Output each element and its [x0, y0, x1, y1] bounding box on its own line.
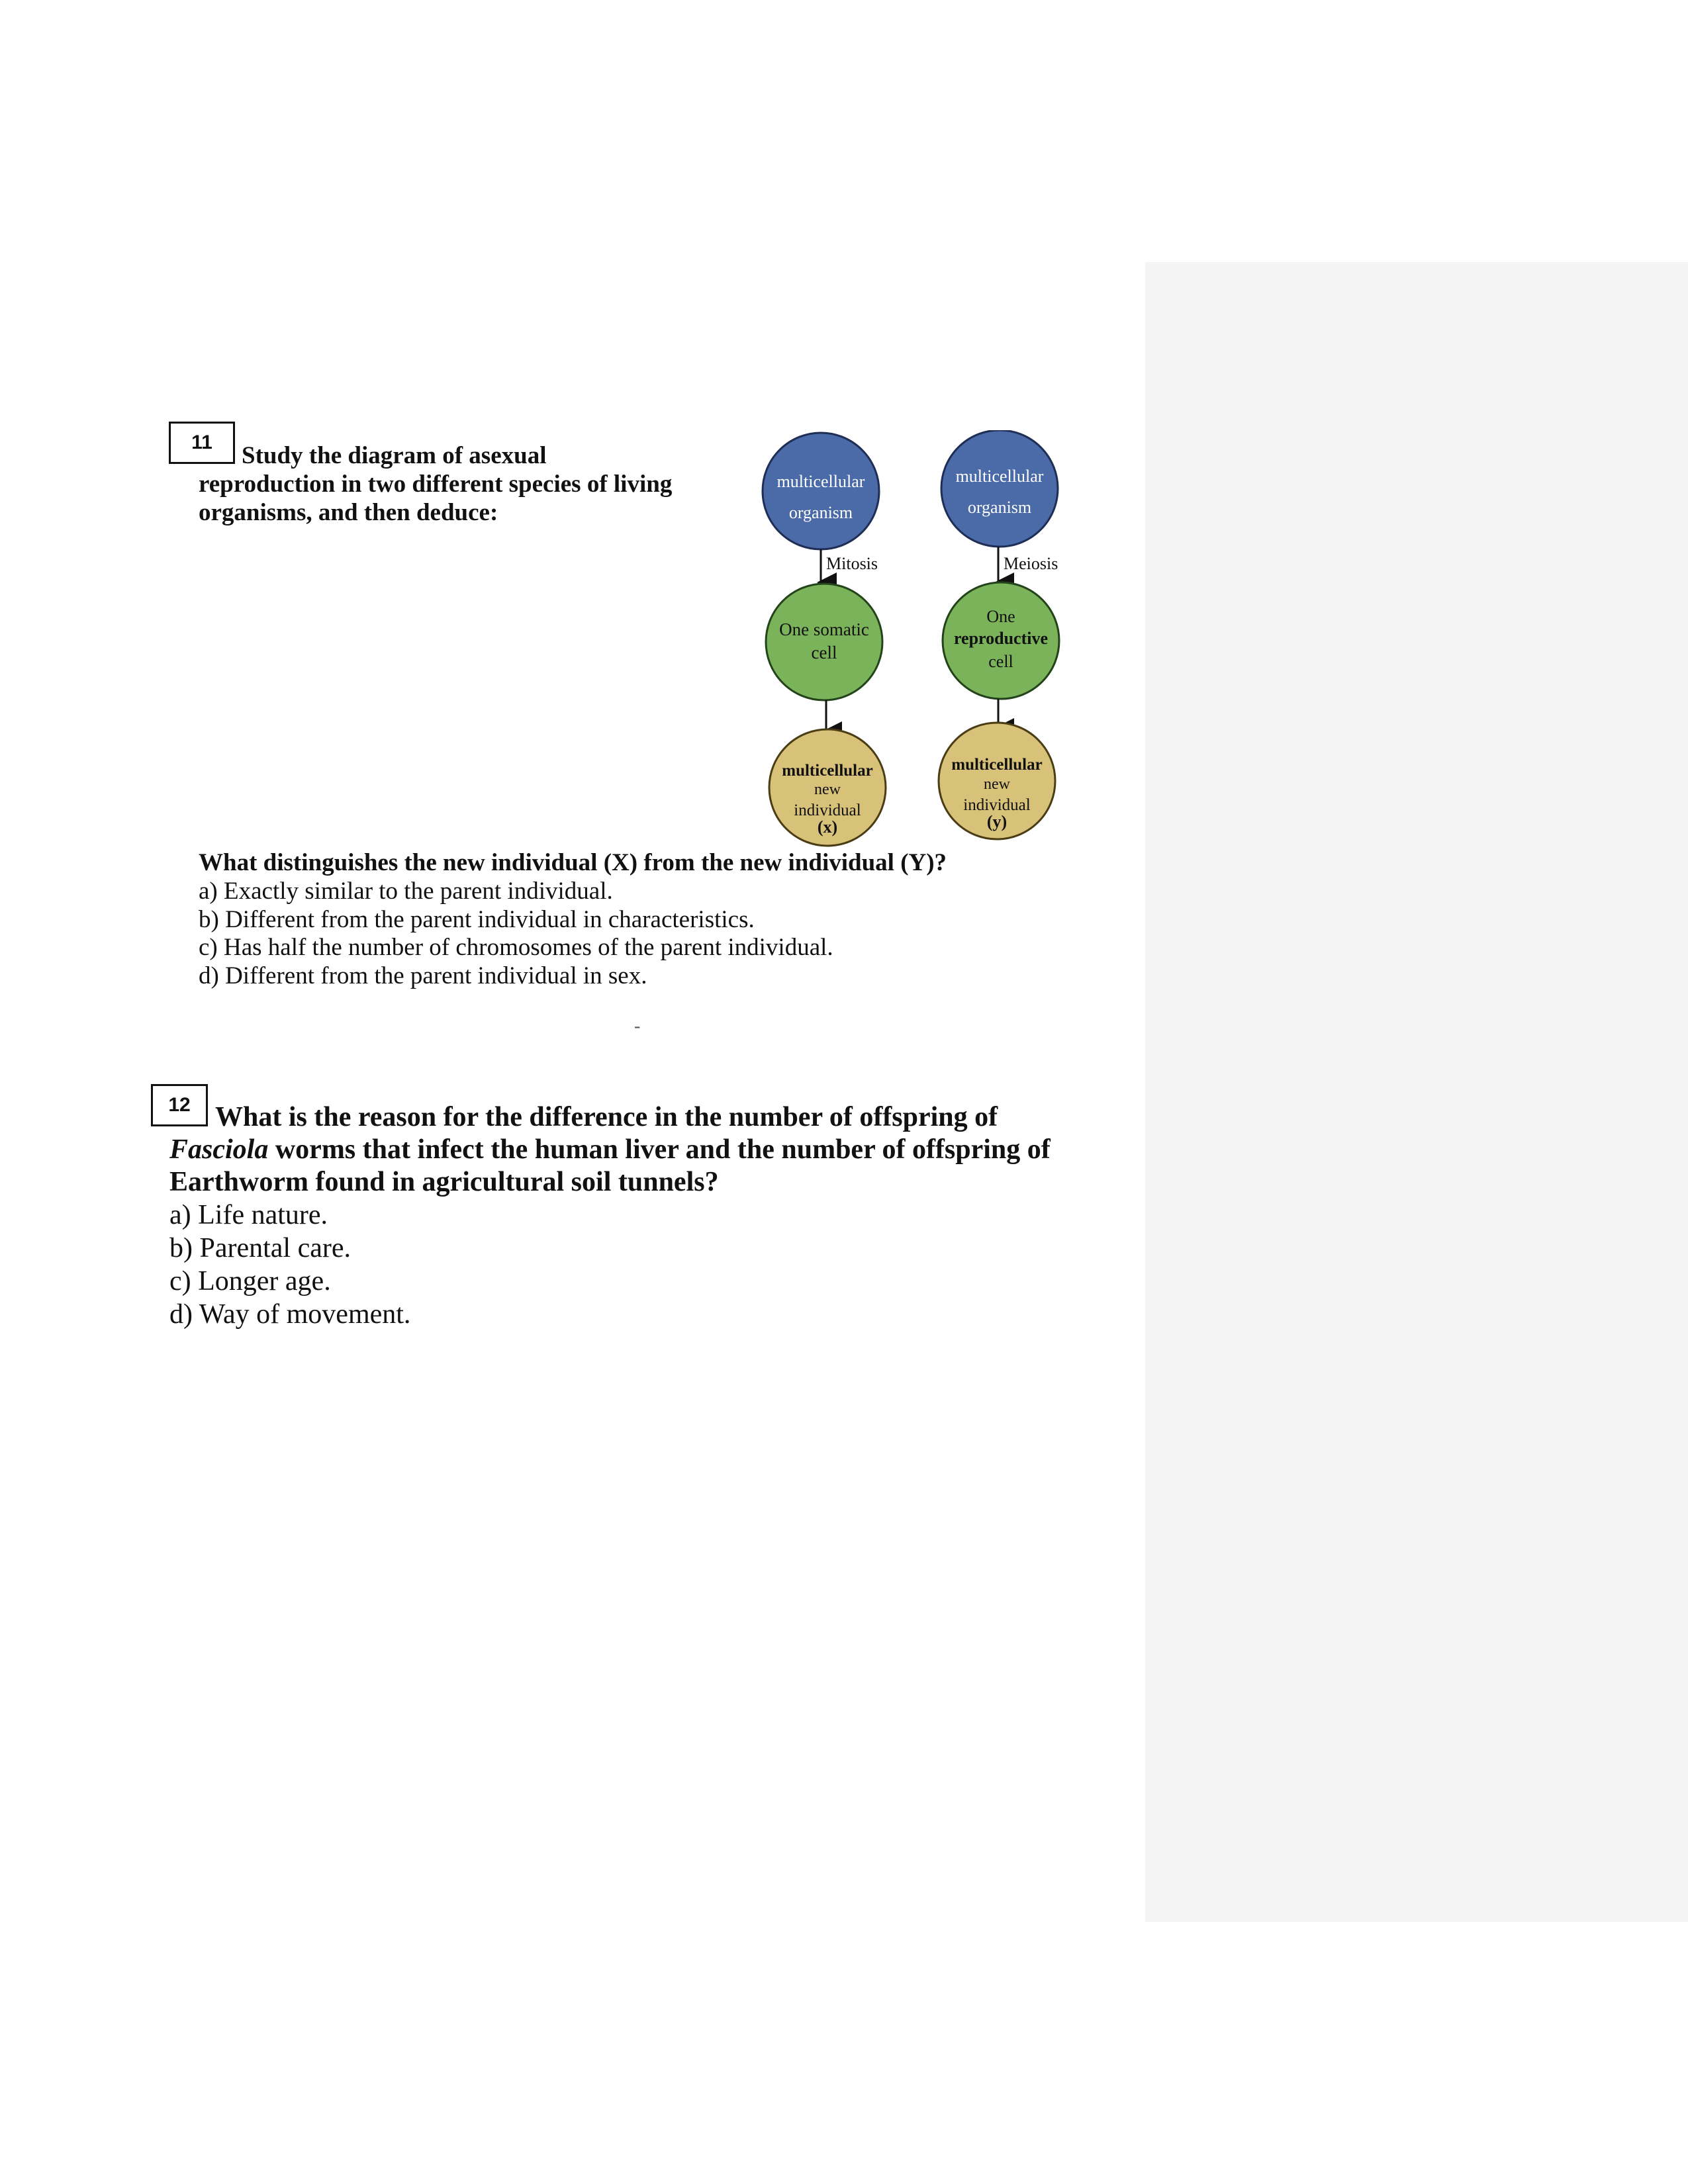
right-offspring-label-2: new	[984, 776, 1010, 793]
right-offspring-label-1: multicellular	[951, 756, 1043, 774]
question-12-stem-line-1: What is the reason for the difference in the number of offspring of	[215, 1102, 998, 1132]
question-12-stem-line-3: Earthworm found in agricultural soil tunnels?	[169, 1167, 719, 1197]
meiosis-label: Meiosis	[1004, 554, 1058, 573]
left-offspring-label-2: new	[814, 781, 841, 798]
left-cell-label-1: One somatic	[779, 619, 869, 639]
question-11-option-a[interactable]: a) Exactly similar to the parent individual.	[199, 878, 613, 905]
right-parent-label-2: organism	[967, 498, 1032, 517]
question-12-stem-line-2-rest: worms that infect the human liver and the number of offspring of	[268, 1134, 1051, 1165]
left-parent-label-2: organism	[788, 503, 853, 522]
left-offspring-label-x: (x)	[817, 817, 838, 837]
right-parent-organism	[941, 430, 1058, 547]
right-offspring-label-y: (y)	[986, 812, 1008, 831]
left-parent-label-1: multicellular	[776, 472, 865, 491]
right-offspring-label-3: individual	[963, 796, 1031, 814]
question-12-option-a[interactable]: a) Life nature.	[169, 1200, 328, 1230]
left-cell-label-2: cell	[811, 643, 837, 662]
stray-mark: -	[634, 1016, 641, 1036]
question-11-question: What distinguishes the new individual (X) from the new individual (Y)?	[199, 849, 947, 876]
right-cell-label-2: reproductive	[953, 629, 1049, 648]
question-11-option-d[interactable]: d) Different from the parent individual in sex.	[199, 962, 647, 989]
mitosis-label: Mitosis	[826, 554, 878, 573]
right-parent-label-1: multicellular	[955, 467, 1044, 486]
right-cell-label-1: One	[986, 607, 1015, 626]
left-offspring-label-3: individual	[794, 801, 861, 819]
question-11-stem-line-2: reproduction in two different species of living	[199, 471, 673, 498]
comment-margin-pane	[1145, 262, 1688, 1922]
question-12-option-c[interactable]: c) Longer age.	[169, 1266, 331, 1297]
right-cell-label-3: cell	[988, 652, 1013, 671]
fasciola-italic: Fasciola	[169, 1134, 269, 1165]
left-offspring-label-1: multicellular	[782, 762, 873, 780]
reproduction-diagram	[748, 430, 1079, 847]
left-parent-organism	[763, 433, 879, 549]
question-11-option-b[interactable]: b) Different from the parent individual in characteristics.	[199, 906, 755, 933]
question-12-number: 12	[151, 1084, 208, 1126]
left-somatic-cell	[766, 584, 882, 700]
question-11-number: 11	[169, 422, 235, 464]
question-12-stem-line-2	[169, 1134, 1051, 1166]
question-12-option-b[interactable]: b) Parental care.	[169, 1233, 352, 1263]
question-11-stem-line-3: organisms, and then deduce:	[199, 499, 498, 526]
question-12-option-d[interactable]: d) Way of movement.	[169, 1299, 411, 1330]
question-11-stem-line-1: Study the diagram of asexual	[242, 442, 547, 469]
question-11-option-c[interactable]: c) Has half the number of chromosomes of the parent individual.	[199, 934, 833, 961]
